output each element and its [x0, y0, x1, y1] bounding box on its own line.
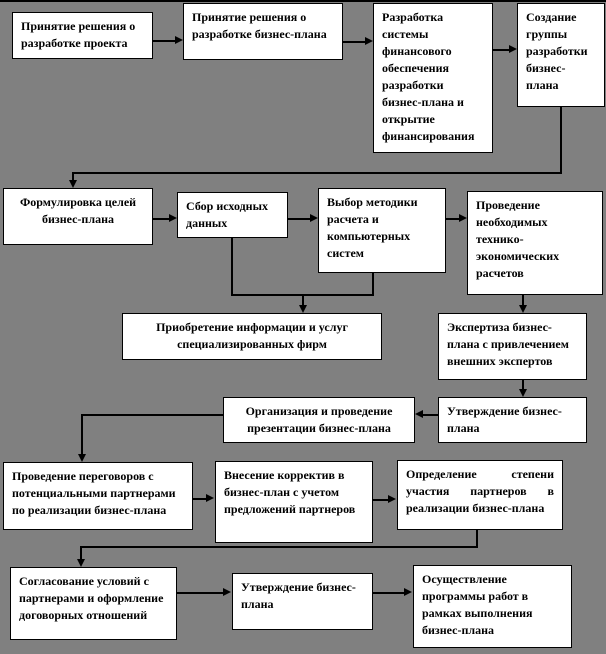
node-decision-project: Принятие решения о разработке проекта	[12, 12, 153, 59]
arrow-right-icon	[365, 37, 373, 45]
arrow-right-icon	[223, 588, 231, 596]
connector-line	[177, 592, 224, 594]
connector-line	[72, 172, 562, 174]
arrow-down-icon	[519, 389, 527, 397]
node-development-group: Создание группы разработки бизнес-плана	[517, 3, 605, 107]
node-technical-calculations: Проведение необходимых технико-экономических расчетов	[467, 191, 603, 295]
node-goals-formulation: Формулировка целей бизнес-плана	[3, 188, 153, 245]
arrow-down-icon	[77, 559, 85, 567]
connector-line	[446, 218, 460, 220]
connector-line	[153, 40, 177, 42]
connector-line	[423, 414, 438, 416]
node-plan-approval: Утверждение бизнес-плана	[438, 397, 587, 443]
top-border-line	[0, 0, 606, 2]
connector-line	[493, 49, 510, 51]
arrow-right-icon	[310, 214, 318, 222]
arrow-right-icon	[169, 214, 177, 222]
arrow-right-icon	[388, 495, 396, 503]
arrow-down-icon	[299, 305, 307, 313]
arrow-right-icon	[404, 588, 412, 596]
connector-line	[80, 546, 82, 560]
arrow-right-icon	[175, 36, 183, 44]
arrow-down-icon	[78, 454, 86, 462]
connector-line	[372, 273, 374, 296]
connector-line	[80, 546, 477, 548]
node-partner-participation: Определение степени участия партнеров в реализации бизнес-плана	[397, 460, 563, 530]
connector-line	[153, 218, 170, 220]
arrow-right-icon	[459, 214, 467, 222]
arrow-left-icon	[415, 410, 423, 418]
node-expertise: Экспертиза бизнес-плана с привлечением внешних экспертов	[438, 313, 587, 380]
node-program-implementation: Осуществление программы работ в рамках выполнения бизнес-плана	[413, 565, 572, 648]
node-decision-business-plan: Принятие решения о разработке бизнес-плана	[183, 3, 343, 60]
node-plan-adjustments: Внесение корректив в бизнес-план с учетом предложений партнеров	[215, 461, 373, 543]
connector-line	[560, 107, 562, 173]
arrow-right-icon	[509, 45, 517, 53]
node-initial-data-collection: Сбор исходных данных	[177, 192, 288, 238]
connector-line	[81, 414, 83, 455]
connector-line	[373, 499, 389, 501]
connector-line	[373, 592, 405, 594]
connector-line	[343, 41, 366, 43]
node-negotiations: Проведение переговоров с потенциальными партнерами по реализации бизнес-плана	[3, 462, 193, 530]
node-plan-approval-final: Утверждение бизнес-плана	[232, 573, 373, 630]
node-information-purchase: Приобретение информации и услуг специализированных фирм	[122, 313, 382, 360]
connector-line	[193, 498, 207, 500]
node-financing-system: Разработка системы финансового обеспечения разработки бизнес-плана и открытие финансирования	[373, 3, 493, 153]
node-terms-agreement: Согласование условий с партнерами и оформление договорных отношений	[10, 567, 177, 640]
connector-line	[81, 414, 223, 416]
node-presentation: Организация и проведение презентации бизнес-плана	[223, 397, 415, 443]
arrow-right-icon	[206, 494, 214, 502]
arrow-down-icon	[69, 180, 77, 188]
connector-line	[231, 238, 233, 296]
node-methodology-choice: Выбор методики расчета и компьютерных систем	[318, 188, 446, 273]
arrow-down-icon	[519, 305, 527, 313]
connector-line	[288, 218, 311, 220]
